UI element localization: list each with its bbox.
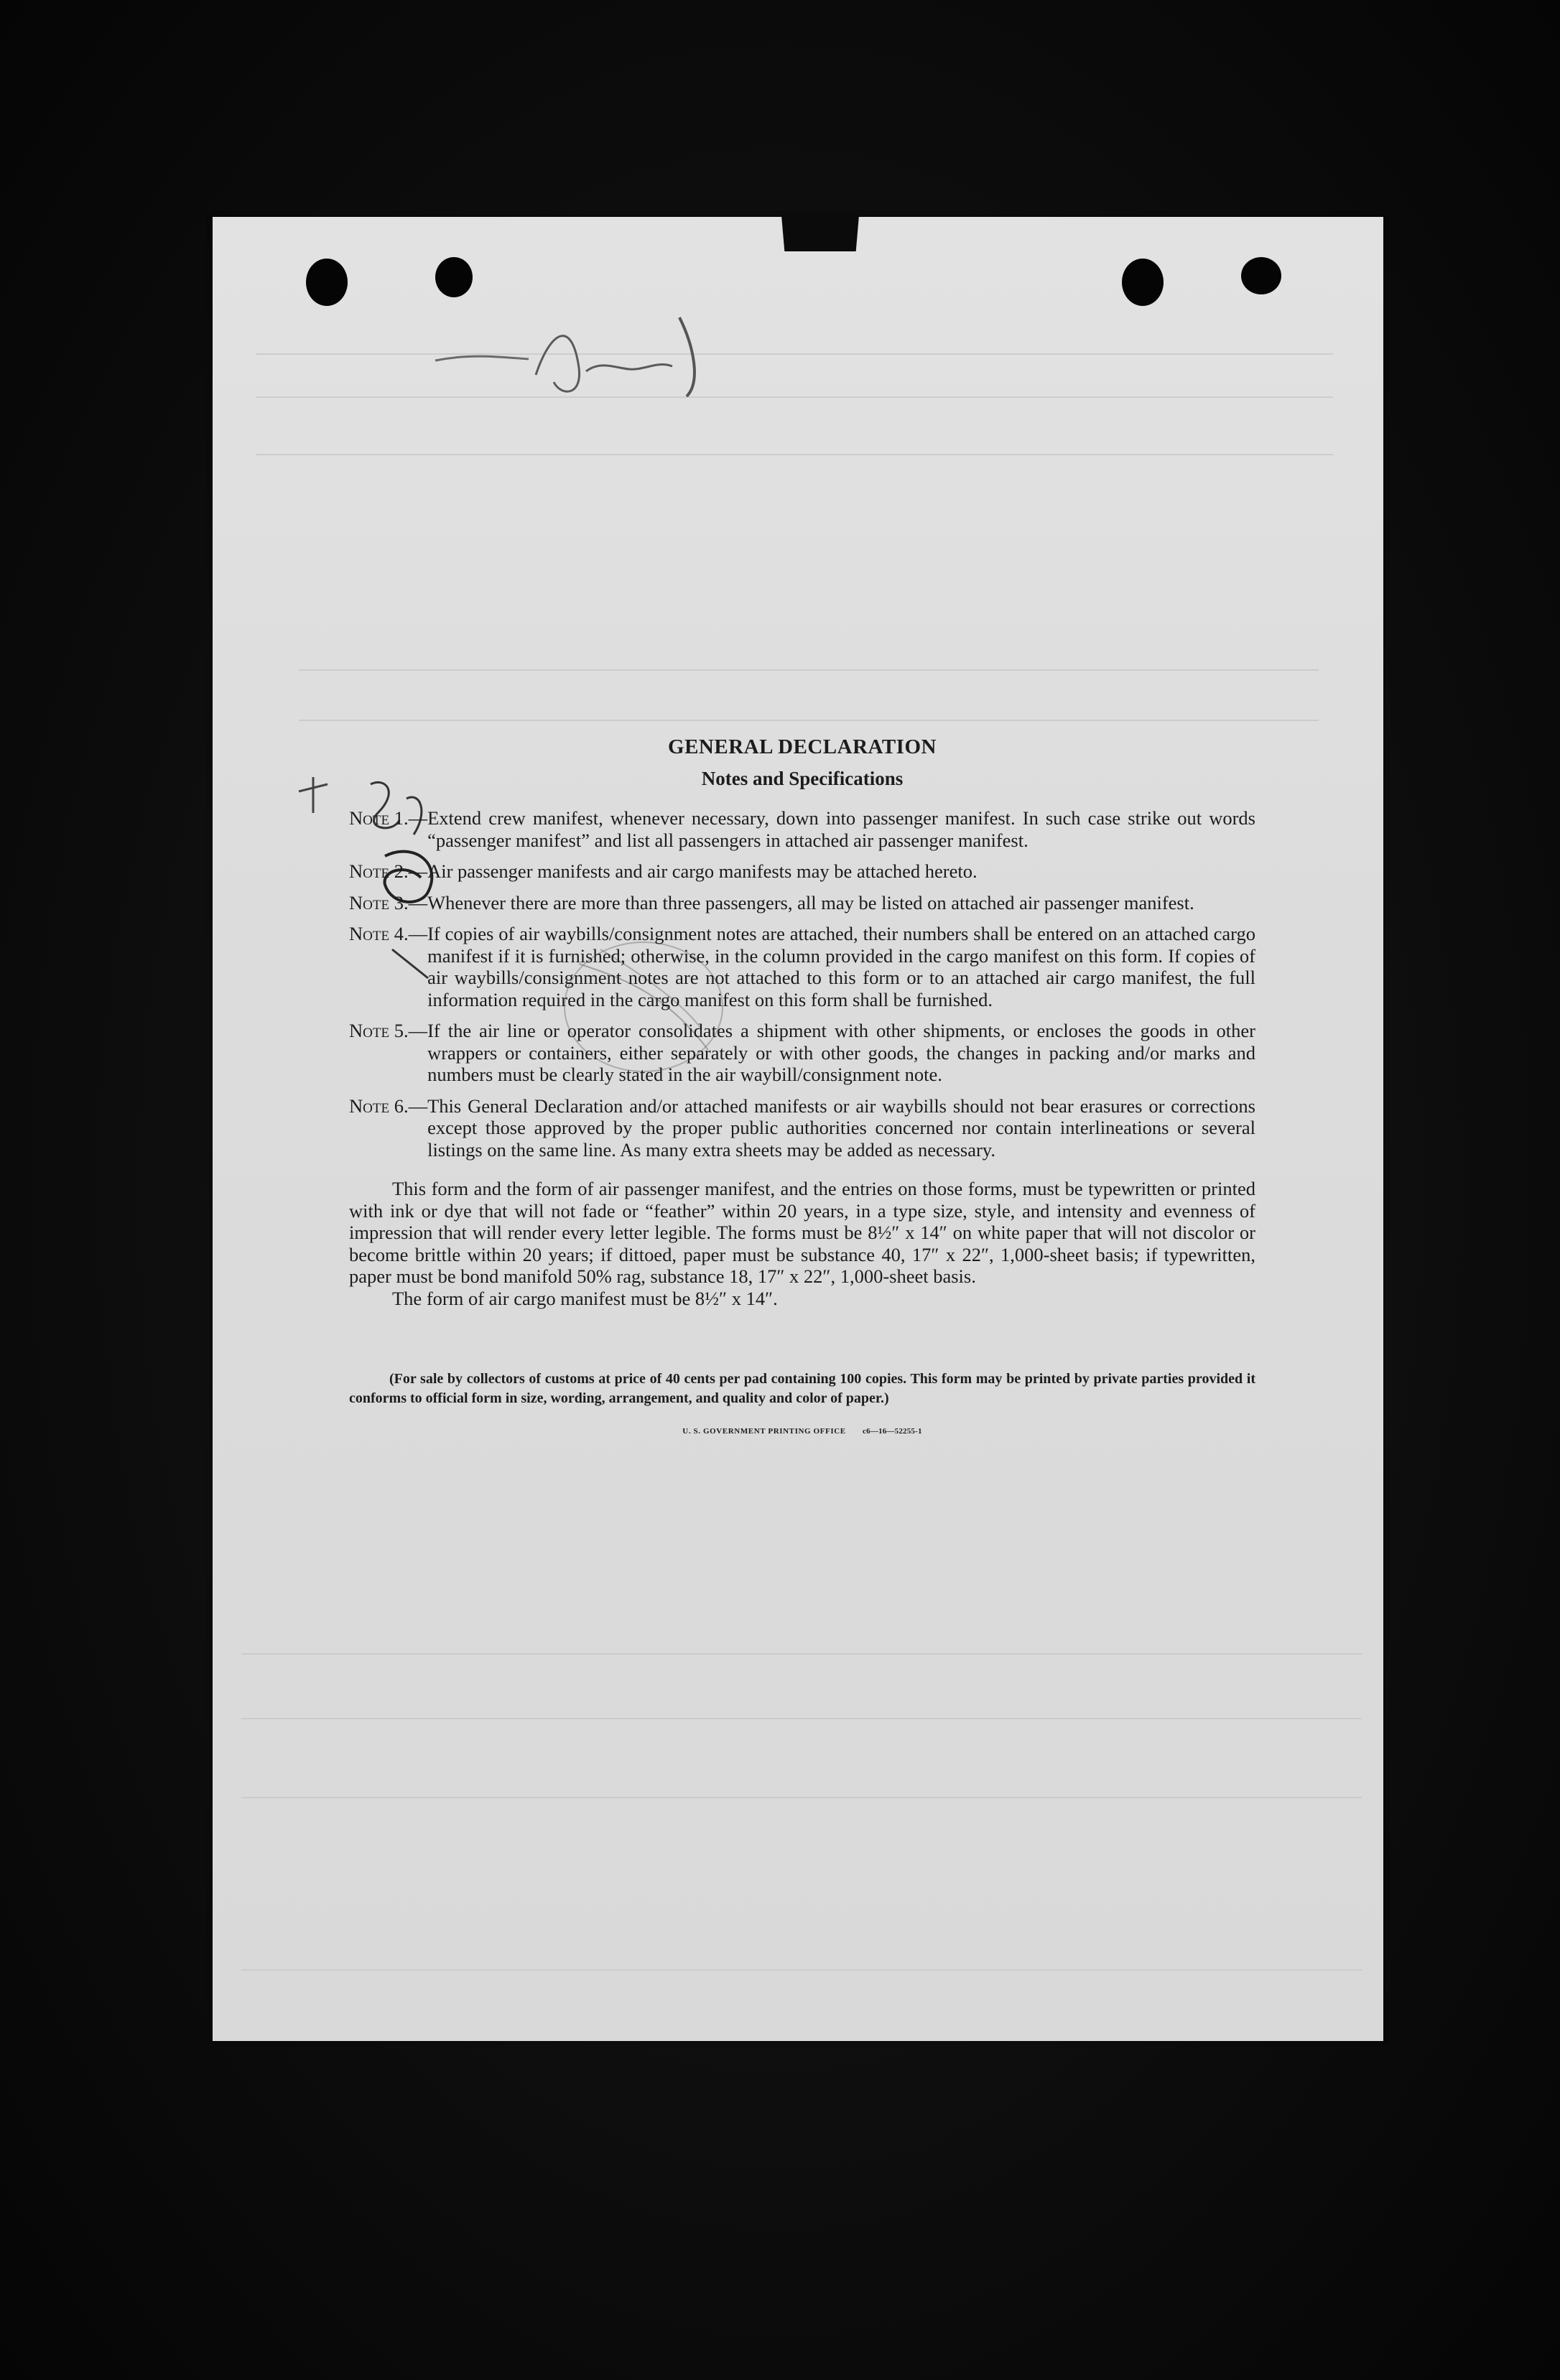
note-dash: — <box>408 1094 428 1117</box>
note-dash: — <box>408 860 428 882</box>
bleed-through-rule <box>256 454 1333 455</box>
note-label: Note 1. <box>349 807 409 829</box>
note-dash: — <box>408 891 428 914</box>
note-6 <box>349 1095 1255 1161</box>
note-dash: — <box>408 1020 428 1041</box>
note-5 <box>349 1020 1255 1086</box>
document-subtitle: Notes and Specifications <box>701 768 904 789</box>
declaration-notes-section <box>349 735 1255 1436</box>
note-dash: — <box>408 807 428 829</box>
note-label: Note 4. <box>349 923 409 944</box>
bleed-through-rule <box>241 1969 1362 1971</box>
note-label: Note 3. <box>349 891 409 914</box>
bleed-through-rule <box>241 1718 1362 1719</box>
bleed-through-rule <box>299 720 1319 721</box>
note-2 <box>349 860 1255 883</box>
specification-paragraph: This form and the form of air passenger manifest, and the entries on those forms, must be typewritten or printed with ink or dye that will not fade or “feather” within 20 years, in a type size, style, and intensity and evenness of impression that will render every letter legible. The forms must be 8½″ x 14″ on white paper that will not discolor or become brittle within 20 years; if dittoed, paper must be substance 40, 17″ x 22″, 1,000-sheet basis; if typewritten, paper must be bond manifold 50% rag, substance 18, 17″ x 22″, 1,000-sheet basis. <box>349 1178 1255 1287</box>
bleed-through-rule <box>299 669 1319 671</box>
note-text: If copies of air waybills/consignment notes are attached, their numbers shall be entered on an attached cargo manifest if it is furnished; otherwise, in the column provided in the cargo manifest on this form. If copies of air waybills/consignment notes are not attached to this form or to an attached air cargo manifest, the full information required in the cargo manifest on this form shall be furnished. <box>427 923 1255 1010</box>
printing-office-line <box>349 1427 1255 1436</box>
note-4 <box>349 923 1255 1010</box>
note-1 <box>349 807 1255 851</box>
note-text: Whenever there are more than three passengers, all may be listed on attached air passenger manifest. <box>427 891 1194 914</box>
bleed-through-rule <box>256 396 1333 398</box>
note-text: This General Declaration and/or attached manifests or air waybills should not bear erasures or corrections except those approved by the proper public authorities concerned nor contain interlineations or several listings on the same line. As many extra sheets may be added as necessary. <box>427 1094 1255 1161</box>
bleed-through-rule <box>241 1797 1362 1798</box>
note-label: Note 5. <box>349 1020 409 1041</box>
bleed-through-rule <box>256 353 1333 355</box>
handwritten-scribble-top <box>428 289 787 404</box>
punch-hole-2 <box>435 257 473 297</box>
note-text: If the air line or operator consolidates a shipment with other shipments, or encloses the goods in other wrappers or containers, either separately or with other goods, the changes in packing and/or marks and numbers must be clearly stated in the air waybill/consignment note. <box>427 1020 1255 1085</box>
note-dash: — <box>408 923 428 944</box>
punch-hole-4 <box>1241 257 1281 294</box>
note-text: Extend crew manifest, whenever necessary, down into passenger manifest. In such case strike out words “passenger manifest” and list all passengers in attached air passenger manifest. <box>427 807 1255 851</box>
punch-hole-1 <box>306 259 348 306</box>
note-3 <box>349 892 1255 914</box>
note-label: Note 6. <box>349 1094 409 1117</box>
top-notch <box>781 217 859 251</box>
note-label: Note 2. <box>349 860 409 882</box>
sale-notice: (For sale by collectors of customs at price of 40 cents per pad containing 100 copies. This form may be printed by private parties provided it conforms to official form in size, wording, arrangement, and quality and color of paper.) <box>349 1371 1255 1406</box>
document-title: GENERAL DECLARATION <box>668 735 937 758</box>
bleed-through-rule <box>241 1653 1362 1655</box>
cargo-size-line: The form of air cargo manifest must be 8½″ x 14″. <box>392 1287 778 1309</box>
printing-code: c6—16—52255-1 <box>863 1427 922 1436</box>
note-text: Air passenger manifests and air cargo manifests may be attached hereto. <box>427 860 978 882</box>
document-sheet <box>213 217 1383 2041</box>
printing-office: U. S. GOVERNMENT PRINTING OFFICE <box>682 1427 846 1436</box>
punch-hole-3 <box>1122 259 1164 306</box>
